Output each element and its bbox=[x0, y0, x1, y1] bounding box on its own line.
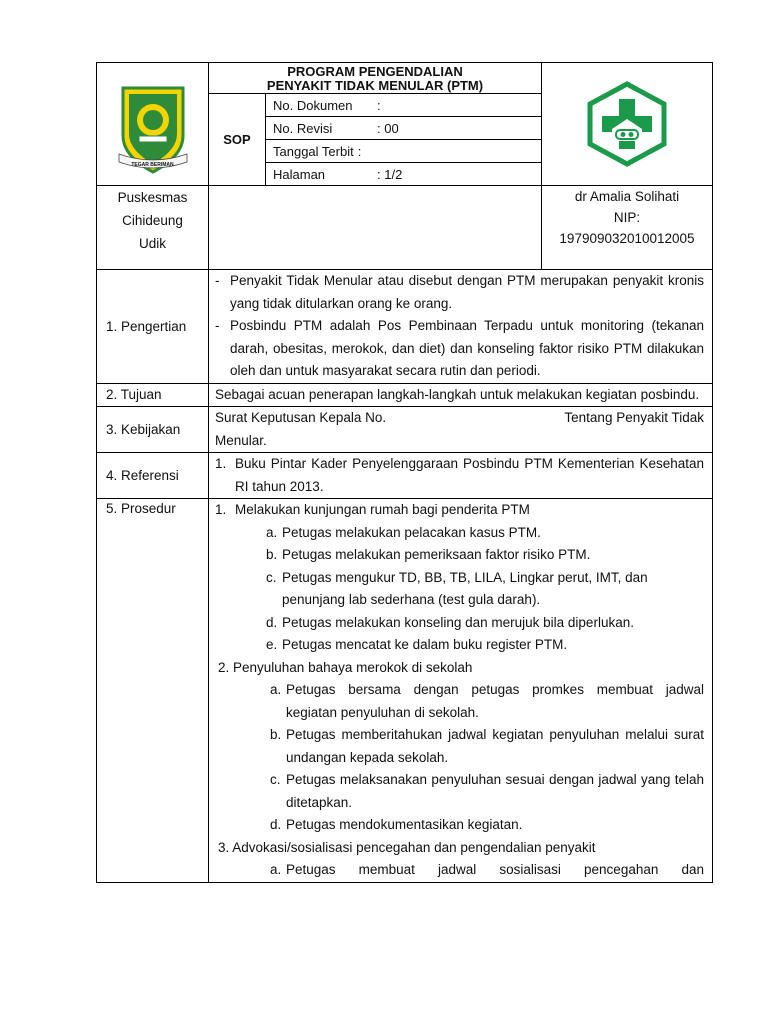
section-label-tujuan: 2. Tujuan bbox=[97, 383, 209, 407]
pengertian-item-2: Posbindu PTM adalah Pos Pembinaan Terpadu untuk monitoring (tekanan darah, obesitas, merokok, dan diet) dan konseling faktor risiko PTM dilakukan oleh dan untuk masyarakat secara rutin dan periodi. bbox=[230, 318, 704, 378]
list-item: - Posbindu PTM adalah Pos Pembinaan Terpadu untuk monitoring (tekanan darah, obesitas, merokok, dan diet) dan konseling faktor risiko PTM dilakukan oleh dan untuk masyarakat secara rutin dan periodi. bbox=[215, 315, 704, 383]
organization-cell bbox=[97, 186, 209, 270]
regency-logo-cell bbox=[97, 63, 209, 186]
kebijakan-part-3: Menular. bbox=[215, 432, 267, 448]
meta-label: Halaman bbox=[273, 166, 326, 182]
list-item: e. Petugas mencatat ke dalam buku register PTM. bbox=[266, 637, 568, 652]
org-line-1: Puskesmas bbox=[117, 190, 188, 205]
section-content-prosedur bbox=[209, 499, 713, 883]
meta-no-revisi bbox=[266, 117, 542, 140]
section-label-kebijakan: 3. Kebijakan bbox=[97, 407, 209, 453]
nip-number: 197909032010012005 bbox=[559, 231, 695, 246]
list-item: - Penyakit Tidak Menular atau disebut dengan PTM merupakan penyakit kronis yang tidak ditularkan orang ke orang. bbox=[215, 270, 704, 315]
section-label-prosedur: 5. Prosedur bbox=[97, 499, 209, 883]
blank-cell bbox=[209, 186, 542, 270]
meta-no-dokumen bbox=[266, 94, 542, 117]
section-content-pengertian bbox=[209, 270, 713, 384]
meta-label: No. Dokumen bbox=[273, 97, 353, 113]
section-content-kebijakan bbox=[209, 407, 713, 453]
puskesmas-logo-icon bbox=[586, 81, 668, 167]
list-item: d. Petugas melakukan konseling dan merujuk bila diperlukan. bbox=[266, 614, 634, 630]
prosedur-step-1: 1. Melakukan kunjungan rumah bagi penderita PTM bbox=[215, 499, 704, 522]
title-line-2: PENYAKIT TIDAK MENULAR (PTM) bbox=[266, 78, 484, 93]
section-label-referensi: 4. Referensi bbox=[97, 453, 209, 499]
meta-value: : bbox=[377, 97, 381, 113]
pengertian-item-1: Penyakit Tidak Menular atau disebut dengan PTM merupakan penyakit kronis yang tidak ditularkan orang ke orang. bbox=[230, 273, 704, 311]
title-line-1: PROGRAM PENGENDALIAN bbox=[287, 64, 463, 79]
section-content-tujuan: Sebagai acuan penerapan langkah-langkah untuk melakukan kegiatan posbindu. bbox=[209, 383, 713, 407]
regency-motto: TEGAR BERIMAN bbox=[131, 162, 174, 168]
kebijakan-part-1: Surat Keputusan Kepala No. bbox=[215, 410, 387, 425]
list-item: c. Petugas melaksanakan penyuluhan sesuai dengan jadwal yang telah ditetapkan. bbox=[270, 772, 704, 810]
org-line-3: Udik bbox=[138, 236, 166, 251]
kebijakan-part-2: Tentang Penyakit Tidak bbox=[564, 410, 704, 425]
referensi-text: Buku Pintar Kader Penyelenggaraan Posbindu PTM Kementerian Kesehatan RI tahun 2013. bbox=[235, 456, 704, 494]
meta-label: Tanggal Terbit bbox=[273, 143, 354, 159]
list-item: a. Petugas bersama dengan petugas promkes membuat jadwal kegiatan penyuluhan di sekolah. bbox=[270, 682, 704, 720]
nip-label: NIP: bbox=[613, 210, 641, 225]
document-title bbox=[209, 63, 542, 94]
signature-cell bbox=[542, 186, 713, 270]
meta-halaman bbox=[266, 163, 542, 186]
org-line-2: Cihideung bbox=[122, 213, 183, 228]
meta-value: : 1/2 bbox=[377, 166, 403, 182]
list-item: a. Petugas membuat jadwal sosialisasi pencegahan dan bbox=[270, 862, 704, 877]
sop-label: SOP bbox=[209, 94, 266, 186]
list-item: d. Petugas mendokumentasikan kegiatan. bbox=[270, 817, 523, 832]
step-1-title: Melakukan kunjungan rumah bagi penderita PTM bbox=[235, 502, 530, 517]
section-content-referensi bbox=[209, 453, 713, 499]
meta-value: : 00 bbox=[377, 120, 399, 136]
meta-label: No. Revisi bbox=[273, 120, 333, 136]
section-label-pengertian: 1. Pengertian bbox=[97, 270, 209, 384]
sop-table bbox=[96, 62, 713, 883]
list-item: b. Petugas memberitahukan jadwal kegiatan penyuluhan melalui surat undangan kepada sekolah. bbox=[270, 727, 704, 765]
list-item: a. Petugas melakukan pelacakan kasus PTM. bbox=[266, 524, 541, 540]
prosedur-step-2: 2. Penyuluhan bahaya merokok di sekolah bbox=[218, 659, 473, 675]
list-item: c. Petugas mengukur TD, BB, TB, LILA, Lingkar perut, IMT, dan penunjang lab sederhana (test gula darah). bbox=[266, 569, 648, 607]
meta-tanggal-terbit bbox=[266, 140, 542, 163]
referensi-marker: 1. bbox=[215, 456, 227, 471]
list-item: b. Petugas melakukan pemeriksaan faktor risiko PTM. bbox=[266, 547, 591, 562]
prosedur-step-3: 3. Advokasi/sosialisasi pencegahan dan pengendalian penyakit bbox=[218, 839, 596, 855]
health-logo-cell bbox=[542, 63, 713, 186]
signatory-name: dr Amalia Solihati bbox=[574, 189, 680, 204]
meta-value: : bbox=[357, 143, 362, 159]
